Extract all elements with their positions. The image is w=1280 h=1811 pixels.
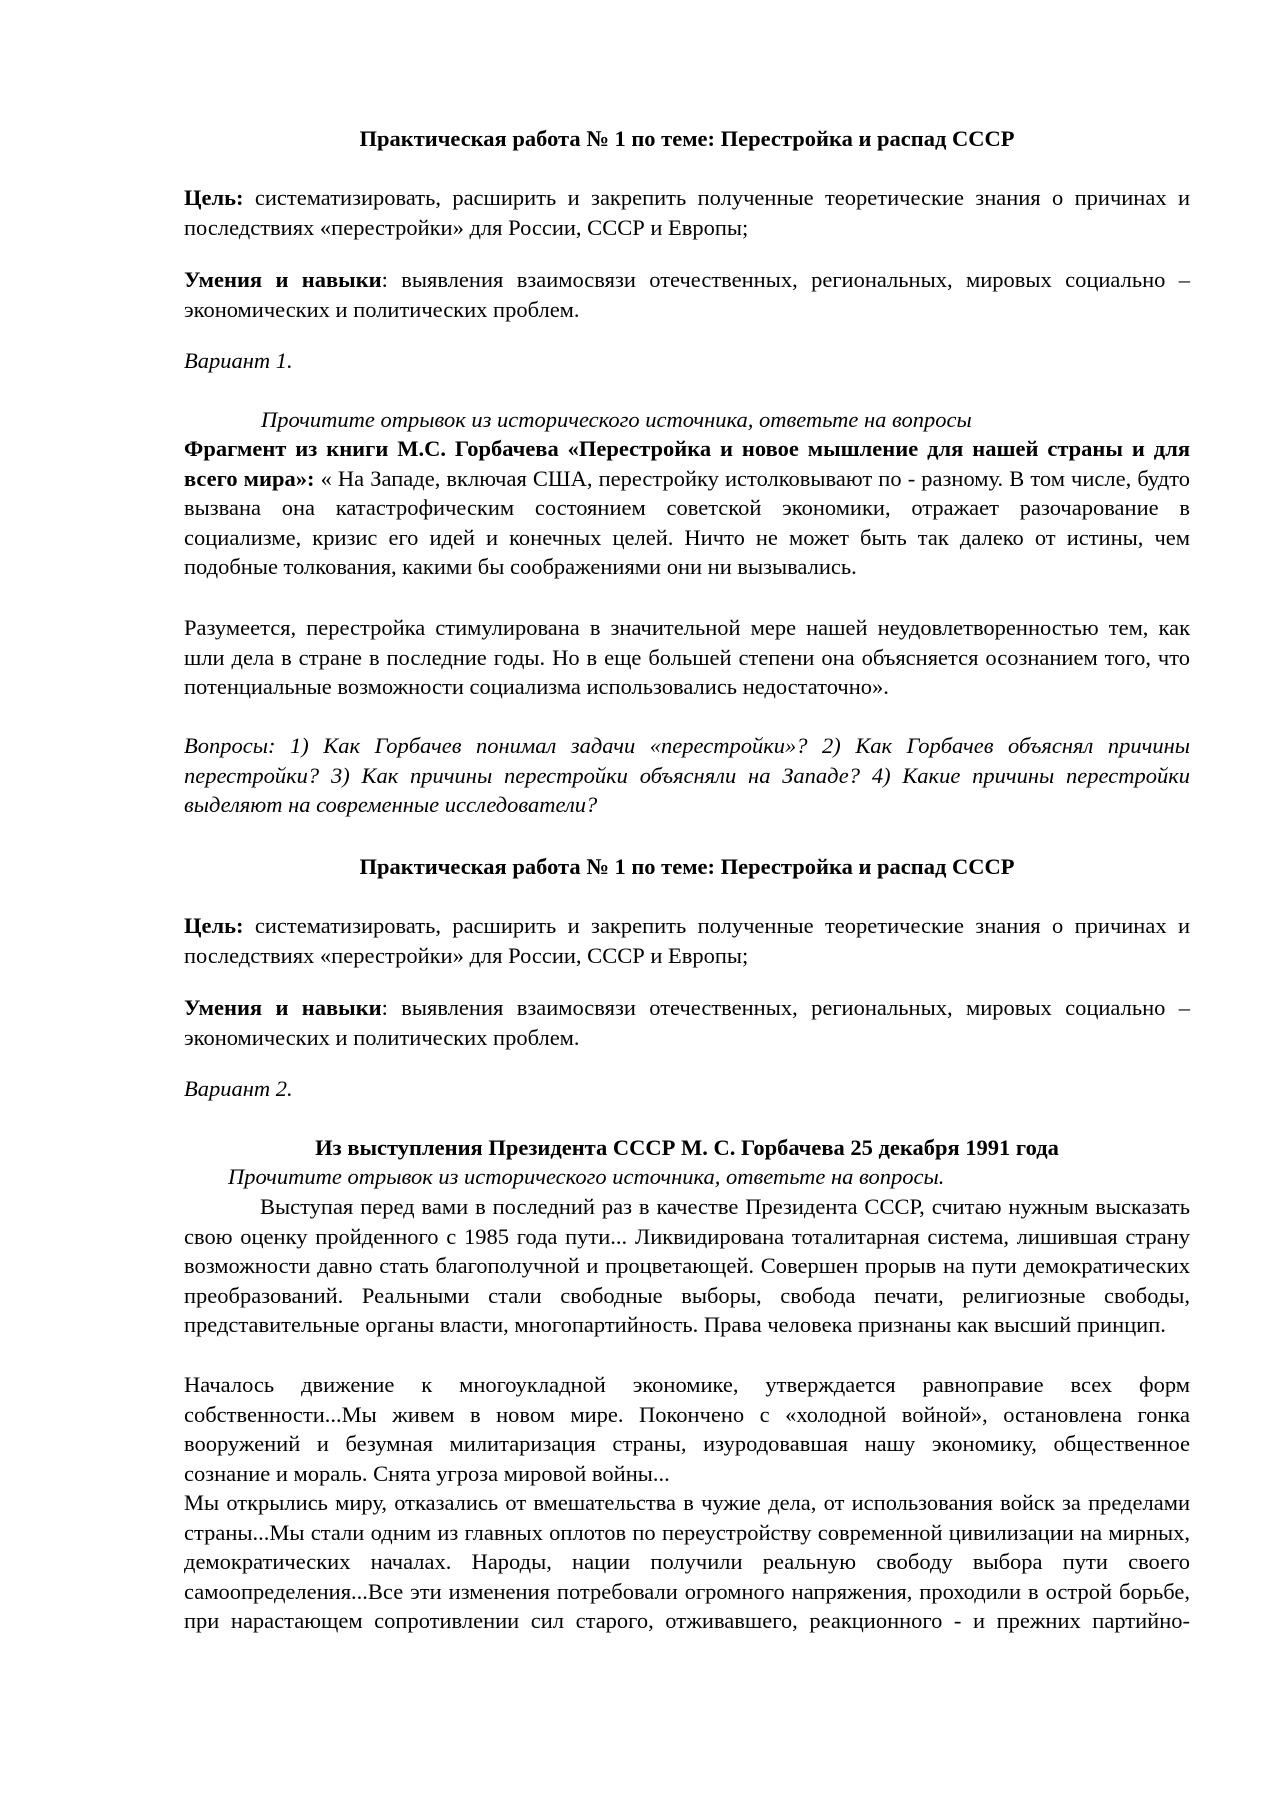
v2-paragraph-2: Началось движение к многоукладной экономике, утверждается равноправие всех форм собственности...Мы живем в новом мире. Покончено с «холодной войной», остановлена гонка вооружений и безумная милитаризация страны, изуродовавшая нашу экономику, общественное сознание и мораль. Снята угроза мировой войны... (184, 1372, 1190, 1486)
v1-fragment-text: « На Западе, включая США, перестройку истолковывают по - разному. В том числе, будто вызвана она катастрофическим состоянием советской экономики, отражает разочарование в социализме, кризис его идей и конечных целей. Ничто не может быть так далеко от истины, чем подобные толкования, какими бы соображениями они ни вызывались. (184, 465, 1190, 580)
v2-source-title: Из выступления Президента СССР М. С. Горбачева 25 декабря 1991 года (315, 1135, 1059, 1160)
v1-goal-label: Цель: (184, 185, 244, 210)
v2-skills-text: : выявления взаимосвязи отечественных, региональных, мировых социально – экономических и политических проблем. (184, 995, 1191, 1050)
v2-paragraph-1: Выступая перед вами в последний раз в качестве Президента СССР, считаю нужным высказать свою оценку пройденного с 1985 года пути... Ликвидирована тоталитарная система, лишившая страну возможности давно стать благополучной и процветающей. Совершен прорыв на пути демократических преобразований. Реальными стали свободные выборы, свобода печати, религиозные свободы, представительные органы власти, многопартийность. Права человека признаны как высший принцип. (184, 1194, 1190, 1338)
v1-goal-paragraph (184, 183, 1190, 242)
v1-skills-paragraph (184, 265, 1190, 324)
v1-variant: Вариант 1. (184, 348, 293, 373)
v2-goal-label: Цель: (184, 913, 244, 938)
v2-skills-paragraph (184, 993, 1190, 1052)
v1-fragment-paragraph (184, 434, 1190, 582)
v1-goal-text: систематизировать, расширить и закрепить полученные теоретические знания о причинах и последствиях «перестройки» для России, СССР и Европы; (184, 185, 1190, 240)
v1-skills-label: Умения и навыки (184, 267, 382, 292)
v1-fragment-label: Фрагмент из книги М.С. Горбачева «Перестройка и новое мышление для нашей страны и для всего мира»: (184, 436, 1190, 491)
v1-skills-text: : выявления взаимосвязи отечественных, региональных, мировых социально – экономических и политических проблем. (184, 267, 1191, 322)
v2-goal-text: систематизировать, расширить и закрепить полученные теоретические знания о причинах и последствиях «перестройки» для России, СССР и Европы; (184, 913, 1190, 968)
v1-title: Практическая работа № 1 по теме: Перестройка и распад СССР (359, 126, 1015, 151)
v1-fragment-paragraph-2: Разумеется, перестройка стимулирована в значительной мере нашей неудовлетворенностью тем, как шли дела в стране в последние годы. Но в еще большей степени она объясняется осознанием того, что потенциальные возможности социализма использовались недостаточно». (184, 615, 1190, 700)
v2-instruction: Прочитите отрывок из исторического источника, ответьте на вопросы. (228, 1164, 945, 1189)
v2-goal-paragraph (184, 911, 1190, 970)
v2-paragraph-3: Мы открылись миру, отказались от вмешательства в чужие дела, от использования войск за пределами страны...Мы стали одним из главных оплотов по переустройству современной цивилизации на мирных, демократических началах. Народы, нации получили реальную свободу выбора пути своего самоопределения...Все эти изменения потребовали огромного напряжения, проходили в острой борьбе, при нарастающем сопротивлении сил старого, отживавшего, реакционного - и прежних партийно- (184, 1490, 1190, 1634)
v2-title: Практическая работа № 1 по теме: Перестройка и распад СССР (359, 854, 1015, 879)
v1-instruction: Прочитите отрывок из исторического источника, ответьте на вопросы (261, 407, 972, 432)
v2-variant: Вариант 2. (184, 1076, 293, 1101)
v1-questions: Вопросы: 1) Как Горбачев понимал задачи «перестройки»? 2) Как Горбачев объяснял причины перестройки? 3) Как причины перестройки объясняли на Западе? 4) Какие причины перестройки выделяют на современные исследователи? (184, 733, 1190, 818)
v2-skills-label: Умения и навыки (184, 995, 382, 1020)
